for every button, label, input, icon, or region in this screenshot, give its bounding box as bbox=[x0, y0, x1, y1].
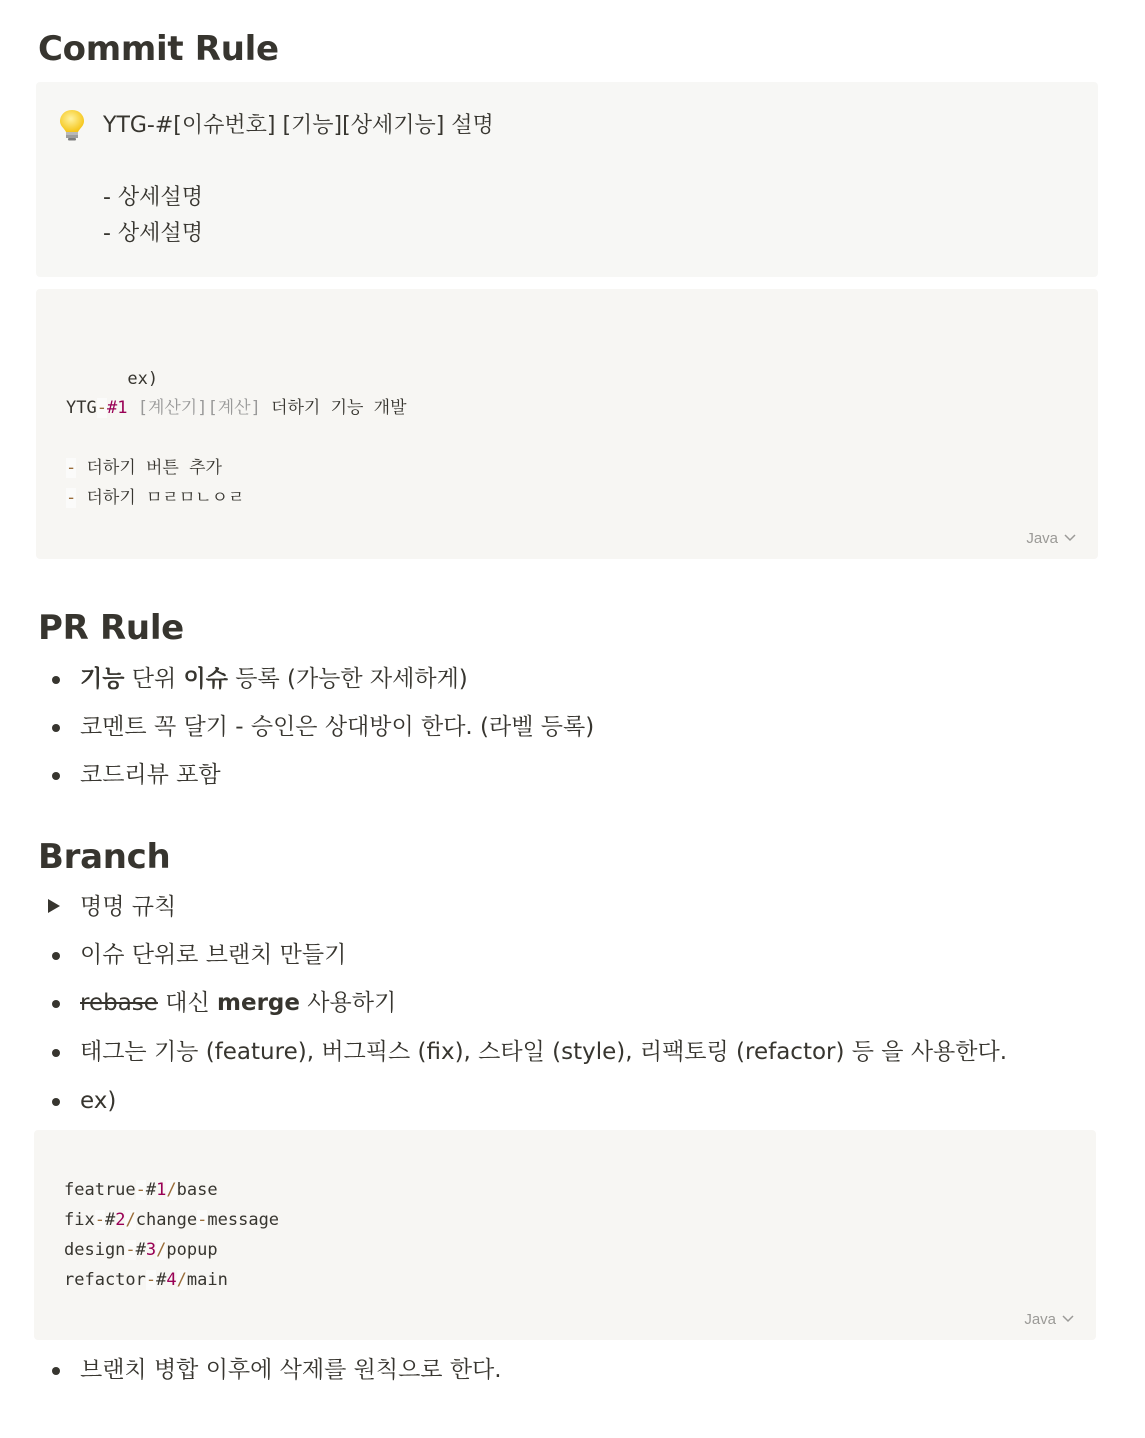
code-line bbox=[66, 393, 407, 423]
code-token: - bbox=[66, 488, 77, 508]
pr-rule-heading: PR Rule bbox=[38, 608, 184, 648]
list-item-text: 코드리뷰 포함 bbox=[80, 762, 221, 788]
code-token: # bbox=[135, 1240, 146, 1260]
callout-detail-line: - 상세설명 bbox=[103, 185, 203, 210]
language-label: Java bbox=[1026, 530, 1058, 547]
code-token: # bbox=[145, 1180, 157, 1200]
code-token: - bbox=[145, 1270, 157, 1290]
list-item-text: 태그는 기능 (feature), 버그픽스 (fix), 스타일 (style), 리팩토링 (refactor) 등 을 사용한다. bbox=[80, 1039, 1008, 1065]
code-line bbox=[66, 453, 222, 483]
code-token: #1 bbox=[106, 398, 128, 418]
list-item-text: 브랜치 병합 이후에 삭제를 원칙으로 한다. bbox=[80, 1357, 502, 1383]
code-token: message bbox=[207, 1210, 280, 1230]
code-token: 더하기 ㅁㄹㅁㄴㅇㄹ bbox=[76, 488, 245, 508]
code-token: - bbox=[125, 1240, 136, 1260]
callout-format-line: YTG-#[이슈번호] [기능][상세기능] 설명 bbox=[103, 113, 494, 138]
code-token: fix bbox=[64, 1210, 95, 1230]
bullet-icon bbox=[52, 1049, 60, 1057]
code-line bbox=[64, 1175, 218, 1205]
code-token: 더하기 기능 개발 bbox=[260, 398, 407, 418]
bold-text: 이슈 bbox=[183, 666, 228, 692]
code-line bbox=[64, 1235, 218, 1265]
list-item-text: 단위 bbox=[124, 666, 184, 692]
language-selector[interactable] bbox=[1026, 530, 1076, 547]
code-line bbox=[64, 1265, 228, 1295]
bullet-icon bbox=[52, 676, 60, 684]
commit-rule-heading: Commit Rule bbox=[38, 29, 279, 69]
bullet-icon bbox=[52, 1098, 60, 1106]
code-token: 더하기 버튼 추가 bbox=[76, 458, 222, 478]
bullet-icon bbox=[52, 1000, 60, 1008]
code-token: refactor bbox=[64, 1270, 146, 1290]
code-token: popup bbox=[166, 1240, 218, 1260]
code-token: # bbox=[156, 1270, 167, 1290]
code-token: base bbox=[176, 1180, 218, 1200]
code-token: 4 bbox=[166, 1270, 177, 1290]
bullet-icon bbox=[52, 772, 60, 780]
bullet-icon bbox=[52, 724, 60, 732]
code-token: - bbox=[94, 1210, 105, 1230]
code-token: / bbox=[156, 1240, 167, 1260]
code-token: / bbox=[166, 1180, 177, 1200]
code-token: / bbox=[176, 1270, 187, 1290]
list-item-text: 등록 (가능한 자세하게) bbox=[227, 666, 468, 692]
bullet-icon bbox=[52, 1367, 60, 1375]
code-token: - bbox=[66, 458, 77, 478]
code-line bbox=[66, 483, 245, 513]
chevron-down-icon bbox=[1062, 1310, 1074, 1327]
strikethrough-text: rebase bbox=[80, 990, 158, 1016]
list-item-text: 코멘트 꼭 달기 - 승인은 상대방이 한다. (라벨 등록) bbox=[80, 714, 595, 740]
code-token: / bbox=[125, 1210, 136, 1230]
code-token: 3 bbox=[145, 1240, 157, 1260]
branch-heading: Branch bbox=[38, 837, 171, 877]
code-token: - bbox=[197, 1210, 208, 1230]
code-token: YTG bbox=[66, 398, 97, 418]
code-token: - bbox=[135, 1180, 146, 1200]
branch-example-code-block[interactable] bbox=[34, 1130, 1096, 1340]
code-token bbox=[127, 398, 137, 418]
code-token: 1 bbox=[156, 1180, 167, 1200]
code-token: [ bbox=[137, 398, 148, 418]
code-token: 2 bbox=[115, 1210, 126, 1230]
code-token: ] bbox=[197, 398, 208, 418]
code-token: - bbox=[96, 398, 107, 418]
list-item-text: 대신 bbox=[157, 990, 217, 1016]
code-token: change bbox=[135, 1210, 198, 1230]
code-token: 계산기 bbox=[147, 398, 198, 418]
code-token: 계산 bbox=[217, 398, 251, 418]
toggle-triangle-icon[interactable] bbox=[48, 899, 60, 913]
language-label: Java bbox=[1024, 1311, 1056, 1328]
bold-text: merge bbox=[217, 990, 300, 1016]
toggle-label: 명명 규칙 bbox=[80, 894, 177, 920]
list-item-text: ex) bbox=[80, 1088, 117, 1114]
bullet-icon bbox=[52, 952, 60, 960]
code-token: main bbox=[186, 1270, 228, 1290]
bold-text: 기능 bbox=[80, 666, 125, 692]
code-token: [ bbox=[207, 398, 218, 418]
chevron-down-icon bbox=[1064, 529, 1076, 546]
list-item-text: 사용하기 bbox=[299, 990, 397, 1016]
commit-format-callout[interactable] bbox=[36, 82, 1098, 277]
code-token: design bbox=[64, 1240, 126, 1260]
list-item-text: 이슈 단위로 브랜치 만들기 bbox=[80, 942, 347, 968]
code-token: # bbox=[104, 1210, 116, 1230]
code-token: featrue bbox=[64, 1180, 136, 1200]
language-selector[interactable] bbox=[1024, 1311, 1074, 1328]
callout-detail-line: - 상세설명 bbox=[103, 221, 203, 246]
lightbulb-icon bbox=[58, 108, 86, 142]
commit-example-code-block[interactable] bbox=[36, 289, 1098, 559]
code-token: ex) bbox=[127, 369, 159, 389]
code-token: ] bbox=[250, 398, 261, 418]
code-line bbox=[64, 1205, 279, 1235]
